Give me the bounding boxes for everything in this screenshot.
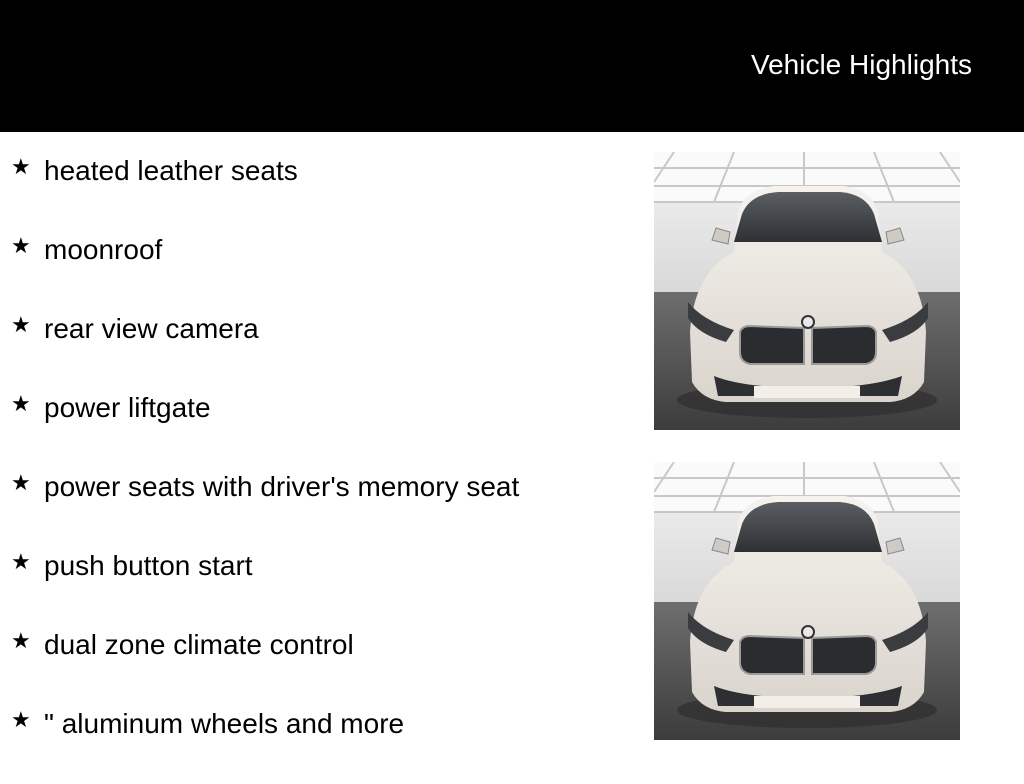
star-icon: ★ — [11, 470, 31, 495]
vehicle-photo — [654, 152, 960, 430]
star-icon: ★ — [11, 707, 31, 732]
feature-label: power liftgate — [44, 392, 211, 423]
feature-label: power seats with driver's memory seat — [44, 471, 520, 502]
star-icon: ★ — [11, 549, 31, 574]
feature-label: rear view camera — [44, 313, 259, 344]
list-item — [0, 705, 620, 784]
star-icon: ★ — [11, 312, 31, 337]
list-item — [0, 152, 620, 231]
feature-label: heated leather seats — [44, 155, 298, 186]
feature-label: dual zone climate control — [44, 629, 354, 660]
feature-label: " aluminum wheels and more — [44, 708, 405, 739]
list-item — [0, 626, 620, 705]
star-icon: ★ — [11, 391, 31, 416]
star-icon: ★ — [11, 628, 31, 653]
list-item — [0, 231, 620, 310]
feature-label: moonroof — [44, 234, 163, 265]
star-icon: ★ — [11, 233, 31, 258]
page-title: Vehicle Highlights — [750, 49, 972, 80]
feature-label: push button start — [44, 550, 253, 581]
list-item — [0, 468, 620, 547]
feature-list — [0, 152, 620, 784]
vehicle-photo — [654, 462, 960, 740]
list-item — [0, 389, 620, 468]
list-item — [0, 310, 620, 389]
list-item — [0, 547, 620, 626]
star-icon: ★ — [11, 154, 31, 179]
header-bar — [0, 0, 1024, 132]
